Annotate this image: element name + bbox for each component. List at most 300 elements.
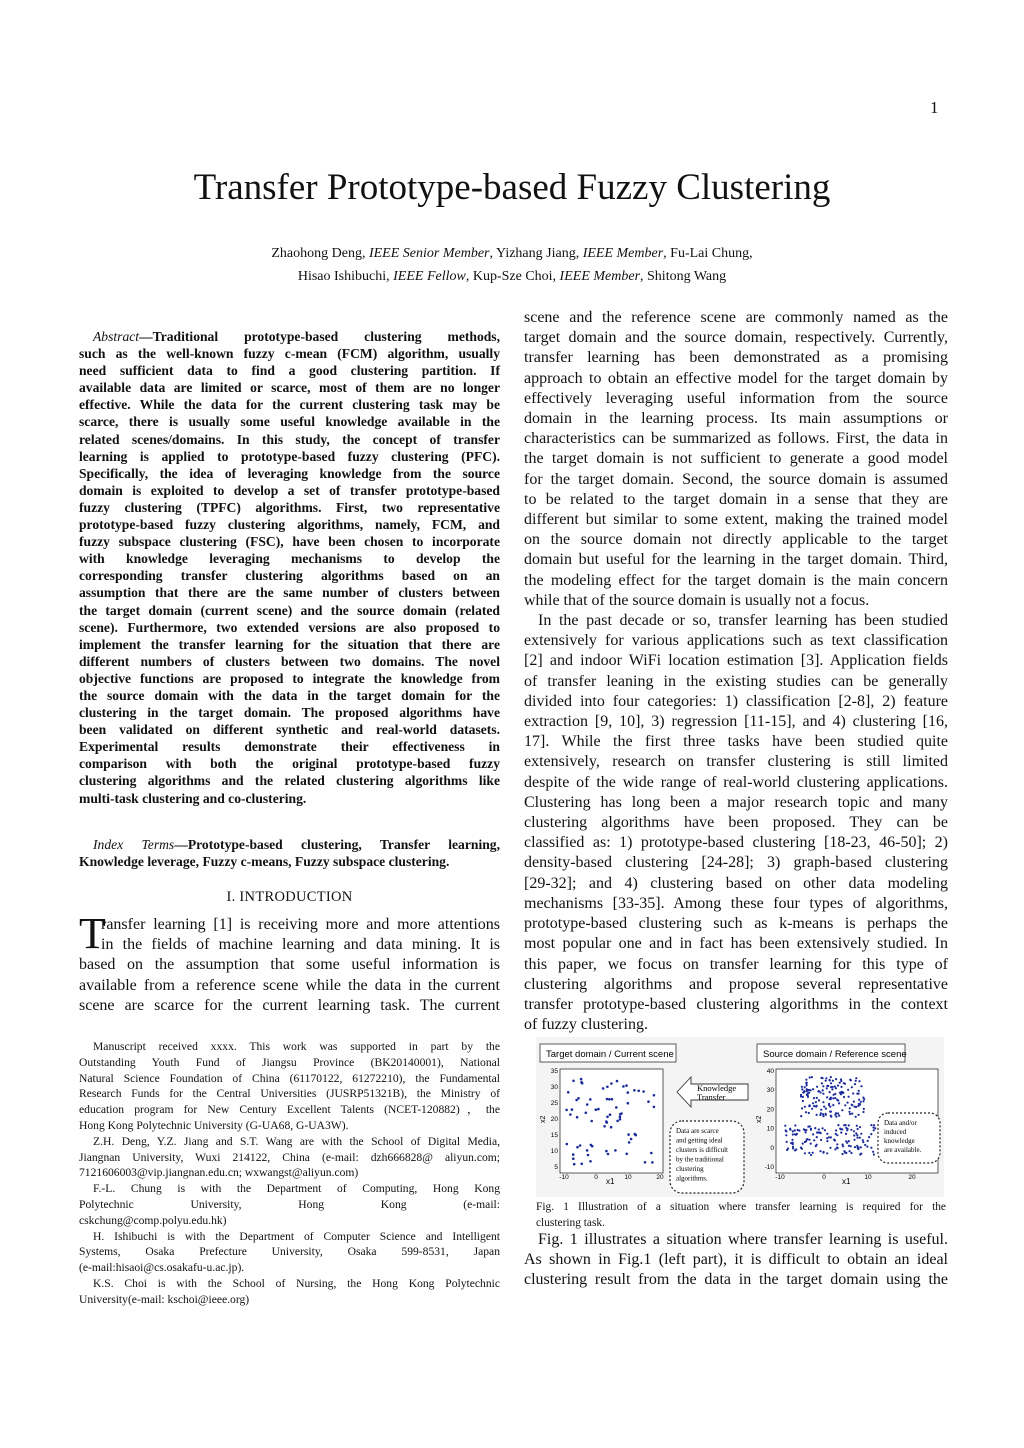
text-line: while that of the source domain is usually not a focus. — [524, 591, 870, 609]
scatter-point — [795, 1148, 797, 1150]
text-line: available from a reference scene while the data in the current — [79, 976, 500, 994]
scatter-point — [870, 1124, 872, 1126]
text-line: different but similar to some extent, making the trained model — [524, 511, 948, 529]
text-line: mechanisms [33-35]. Among these four types of algorithms, — [524, 894, 948, 912]
abstract-first-line — [79, 328, 500, 345]
scatter-point — [634, 1133, 637, 1136]
authors-line-1 — [0, 246, 1024, 262]
text-line: learning is applied to prototype-based fuzzy clustering (PFC). — [79, 448, 500, 464]
text-line: clustering algorithms have been proposed. They can be — [524, 814, 948, 832]
scatter-point — [872, 1151, 874, 1153]
scatter-point — [822, 1152, 824, 1154]
note-line: knowledge — [884, 1137, 915, 1145]
scatter-point — [819, 1114, 821, 1116]
text-line: multi-task clustering and co-clustering. — [79, 790, 307, 806]
scatter-point — [619, 1116, 622, 1119]
tick-label: -10 — [775, 1174, 785, 1181]
scatter-point — [840, 1086, 842, 1088]
text-line: ransfer learning [1] is receiving more and more attentions — [101, 916, 500, 933]
text-line: the source domain with the data in the target domain for the — [79, 687, 500, 703]
scatter-point — [625, 1153, 628, 1156]
scatter-point — [606, 1098, 609, 1101]
scatter-point — [569, 1113, 572, 1116]
scatter-point — [798, 1130, 800, 1132]
scatter-point — [843, 1096, 845, 1098]
text-line: clustering algorithms and the related clustering algorithms like — [79, 773, 500, 789]
scatter-point — [580, 1081, 583, 1084]
scatter-point — [857, 1147, 859, 1149]
right-column-body — [524, 308, 948, 1035]
scatter-point — [845, 1133, 847, 1135]
text-line: 17]. While the first three tasks have been studied quite — [524, 733, 948, 751]
scatter-point — [801, 1088, 803, 1090]
scatter-point — [792, 1130, 794, 1132]
text-line: domain in the learning process. Its main assumptions or — [524, 410, 948, 428]
scatter-point — [822, 1113, 824, 1115]
scatter-point — [803, 1090, 805, 1092]
scatter-point — [609, 1113, 612, 1116]
scatter-point — [830, 1111, 832, 1113]
figure-caption — [536, 1200, 946, 1231]
tick-label: 10 — [624, 1174, 632, 1181]
scatter-point — [789, 1128, 791, 1130]
authors-line-2 — [0, 269, 1024, 285]
scatter-point — [804, 1086, 806, 1088]
scatter-point — [805, 1079, 807, 1081]
scatter-point — [858, 1080, 860, 1082]
scatter-point — [816, 1144, 818, 1146]
scatter-point — [841, 1092, 843, 1094]
author-role: IEEE Member — [559, 269, 641, 284]
note-line: algorithms. — [676, 1174, 708, 1183]
page-number: 1 — [930, 98, 939, 117]
scatter-point — [837, 1112, 839, 1114]
scatter-point — [794, 1124, 796, 1126]
scatter-point — [842, 1145, 844, 1147]
scatter-point — [805, 1129, 807, 1131]
scatter-point — [786, 1141, 788, 1143]
scatter-point — [605, 1150, 608, 1153]
scatter-point — [571, 1108, 574, 1111]
scatter-point — [856, 1137, 858, 1139]
tick-label: 0 — [822, 1174, 826, 1181]
scatter-point — [843, 1150, 845, 1152]
footnote-line: University(e-mail: kschoi@ieee.org) — [79, 1292, 250, 1306]
scatter-point — [814, 1127, 816, 1129]
scatter-point — [813, 1097, 815, 1099]
scatter-point — [818, 1128, 820, 1130]
scatter-point — [856, 1125, 858, 1127]
text-line: scarce, there is usually some useful knowledge available in the — [79, 414, 500, 430]
scatter-point — [816, 1105, 818, 1107]
scatter-point — [834, 1148, 836, 1150]
scatter-point — [833, 1139, 835, 1141]
note-line: are available. — [884, 1146, 922, 1154]
scatter-point — [829, 1079, 831, 1081]
note-line: induced — [884, 1128, 907, 1136]
scatter-point — [849, 1113, 851, 1115]
scatter-point — [844, 1104, 846, 1106]
text-line: despite of the wide range of real-world clustering applications. — [524, 773, 948, 791]
text-line: scene and the reference scene are commonly named as the — [524, 309, 948, 326]
scatter-point — [792, 1147, 794, 1149]
text-line: assumption that there are the same number of clusters between — [79, 585, 500, 601]
scatter-point — [800, 1147, 802, 1149]
text-line: been validated on different synthetic and real-world datasets. — [79, 722, 500, 738]
scatter-point — [630, 1138, 633, 1141]
scatter-point — [606, 1116, 609, 1119]
scatter-point — [822, 1093, 824, 1095]
scatter-point — [607, 1153, 610, 1156]
scatter-point — [627, 1133, 630, 1136]
scatter-point — [576, 1116, 579, 1119]
scatter-point — [830, 1082, 832, 1084]
text-line: available data are limited or scarce, most of them are no longer — [79, 380, 500, 396]
left-x-label: x1 — [606, 1177, 615, 1186]
scatter-point — [835, 1129, 837, 1131]
footnote-line: Outstanding Youth Fund of Jiangsu Province (BK20140001), National — [79, 1055, 500, 1069]
scatter-point — [801, 1107, 803, 1109]
scatter-point — [840, 1078, 842, 1080]
scatter-point — [863, 1108, 865, 1110]
footnotes — [79, 1039, 500, 1308]
text-line: with knowledge leveraging mechanisms to develop the — [79, 551, 500, 567]
text-line: —Traditional prototype-based clustering methods, — [139, 329, 500, 344]
footnote-line: Systems, Osaka Prefecture University, Osaka 599-8531, Japan — [79, 1245, 500, 1259]
drop-cap: T — [79, 909, 106, 958]
text-line: Clustering has long been a major research topic and many — [524, 793, 948, 811]
scatter-point — [791, 1139, 793, 1141]
text-line: Experimental results demonstrate their effectiveness in — [79, 739, 500, 755]
scatter-point — [810, 1129, 812, 1131]
scatter-point — [830, 1076, 832, 1078]
left-panel-title: Target domain / Current scene — [546, 1049, 674, 1060]
scatter-point — [805, 1131, 807, 1133]
footnote-line: Z.H. Deng, Y.Z. Jiang and S.T. Wang are with the School of Digital Media, — [93, 1134, 500, 1148]
scatter-point — [847, 1089, 849, 1091]
tick-label: 20 — [908, 1174, 916, 1181]
scatter-point — [812, 1133, 814, 1135]
scatter-point — [802, 1096, 804, 1098]
scatter-point — [834, 1097, 836, 1099]
author-name: Hisao Ishibuchi, — [297, 269, 394, 284]
index-terms — [79, 836, 500, 870]
text-line: effective. While the data for the current clustering task may be — [79, 397, 500, 413]
scatter-point — [815, 1101, 817, 1103]
text-line: such as the well-known fuzzy c-mean (FCM) algorithm, usually — [79, 346, 500, 362]
scatter-point — [807, 1089, 809, 1091]
scatter-point — [836, 1134, 838, 1136]
scatter-point — [855, 1077, 857, 1079]
scatter-point — [642, 1090, 645, 1093]
right-x-label: x1 — [842, 1177, 851, 1186]
scatter-point — [610, 1126, 613, 1129]
scatter-point — [848, 1140, 850, 1142]
scatter-point — [873, 1153, 875, 1155]
text-line: the modeling effect for the target domain is the main concern — [524, 571, 948, 589]
text-line: corresponding transfer clustering algorithms based on an — [79, 568, 500, 584]
scatter-point — [832, 1080, 834, 1082]
scatter-point — [822, 1115, 824, 1117]
text-line: of fuzzy clustering. — [524, 1016, 648, 1034]
scatter-point — [808, 1139, 810, 1141]
scatter-point — [810, 1089, 812, 1091]
scatter-point — [822, 1101, 824, 1103]
scatter-point — [633, 1089, 636, 1092]
scatter-point — [805, 1082, 807, 1084]
scatter-point — [805, 1111, 807, 1113]
caption-line: Fig. 1 Illustration of a situation where transfer learning is required for the — [536, 1201, 946, 1213]
scatter-point — [827, 1085, 829, 1087]
scatter-point — [806, 1094, 808, 1096]
scatter-point — [816, 1136, 818, 1138]
scatter-point — [850, 1079, 852, 1081]
scatter-point — [851, 1113, 853, 1115]
footnote-line: Jiangnan University, Wuxi 214122, China (e-mail: dzh666828@ aliyun.com; — [79, 1150, 500, 1164]
scatter-point — [625, 1084, 628, 1087]
text-line: clustering result from the data in the target domain using the — [524, 1271, 948, 1289]
scatter-point — [853, 1139, 855, 1141]
scatter-point — [595, 1108, 598, 1111]
author-name: , Fu-Lai Chung, — [663, 246, 753, 261]
scatter-point — [800, 1115, 802, 1117]
scatter-point — [785, 1130, 787, 1132]
scatter-point — [579, 1144, 582, 1147]
text-line: to be related to the target domain in a sense that they are — [524, 490, 948, 508]
scatter-point — [860, 1101, 862, 1103]
scatter-point — [856, 1093, 858, 1095]
scatter-point — [590, 1144, 593, 1147]
tick-label: -10 — [764, 1164, 774, 1171]
scatter-point — [580, 1078, 583, 1081]
note-line: clustering — [676, 1165, 704, 1173]
abstract-lead: Abstract — [93, 329, 140, 344]
text-line: In the past decade or so, transfer learning has been studied — [538, 612, 948, 630]
text-line: different numbers of clusters between two domains. The novel — [79, 653, 500, 669]
scatter-point — [821, 1082, 823, 1084]
scatter-point — [832, 1097, 834, 1099]
scatter-point — [809, 1125, 811, 1127]
scatter-point — [860, 1153, 862, 1155]
text-line: prototype-based clustering such as k-means is perhaps the — [524, 915, 948, 933]
caption-line: clustering task. — [536, 1216, 605, 1229]
author-role: IEEE Senior Member — [368, 246, 490, 261]
scatter-point — [792, 1143, 794, 1145]
text-line: scene). Furthermore, two extended versions are also proposed to — [79, 619, 500, 635]
scatter-point — [845, 1124, 847, 1126]
scatter-point — [823, 1106, 825, 1108]
footnote-line: H. Ishibuchi is with the Department of Computer Science and Intelligent — [93, 1229, 500, 1243]
scatter-point — [811, 1108, 813, 1110]
scatter-point — [834, 1114, 836, 1116]
scatter-point — [830, 1086, 832, 1088]
scatter-point — [801, 1086, 803, 1088]
scatter-point — [796, 1133, 798, 1135]
scatter-point — [834, 1085, 836, 1087]
footnote-line: Research Funds for the Central Universities (JUSRP51321B), the Ministry of — [79, 1087, 500, 1101]
scatter-point — [566, 1143, 569, 1146]
note-line: Data are scarce — [676, 1127, 719, 1135]
footnote-line: K.S. Choi is with the School of Nursing, the Hong Kong Polytechnic — [93, 1276, 500, 1290]
scatter-point — [651, 1161, 654, 1164]
text-line: on the source domain not directly applicable to the target — [524, 531, 948, 549]
scatter-point — [804, 1106, 806, 1108]
scatter-point — [812, 1102, 814, 1104]
scatter-point — [602, 1087, 605, 1090]
scatter-point — [839, 1082, 841, 1084]
scatter-point — [856, 1145, 858, 1147]
scatter-point — [858, 1114, 860, 1116]
scatter-point — [615, 1106, 618, 1109]
scatter-point — [802, 1100, 804, 1102]
scatter-point — [810, 1143, 812, 1145]
note-line: clusters is difficult — [676, 1146, 728, 1154]
scatter-point — [818, 1090, 820, 1092]
scatter-point — [849, 1107, 851, 1109]
scatter-point — [835, 1116, 837, 1118]
scatter-point — [786, 1149, 788, 1151]
tick-label: 35 — [550, 1068, 558, 1075]
scatter-point — [837, 1124, 839, 1126]
scatter-point — [812, 1152, 814, 1154]
figure-1-graphic — [536, 1037, 944, 1197]
scatter-point — [605, 1120, 608, 1123]
scatter-point — [837, 1085, 839, 1087]
footnote-line: Hong Kong Polytechnic University (G-UA68, G-UA3W). — [79, 1118, 349, 1132]
scatter-point — [567, 1091, 570, 1094]
text-line: approach to obtain an effective model for the target domain by — [524, 369, 948, 387]
scatter-point — [860, 1085, 862, 1087]
scatter-point — [637, 1090, 640, 1093]
footnote-line: Manuscript received xxxx. This work was supported in part by the — [93, 1040, 500, 1053]
scatter-point — [576, 1146, 579, 1149]
tick-label: 10 — [864, 1174, 872, 1181]
scatter-point — [854, 1083, 856, 1085]
scatter-point — [822, 1127, 824, 1129]
text-line: the target domain is not sufficient to generate a good model — [524, 450, 948, 468]
footnote-line: education program for New Century Excellent Talents (NCET-120882)，the — [79, 1103, 500, 1117]
text-line: this paper, we focus on transfer learning for this type of — [524, 955, 948, 973]
text-line: —Prototype-based clustering, Transfer learning, — [174, 837, 500, 852]
scatter-point — [616, 1120, 619, 1123]
author-name: , Yizhang Jiang, — [489, 246, 583, 261]
tick-label: 15 — [550, 1132, 558, 1139]
text-line: implement the transfer learning for the situation that there are — [79, 636, 500, 652]
text-line: based on the assumption that some useful information is — [79, 956, 500, 974]
scatter-point — [813, 1139, 815, 1141]
section-heading: I. INTRODUCTION — [226, 889, 353, 905]
scatter-point — [820, 1109, 822, 1111]
scatter-point — [859, 1126, 861, 1128]
author-name: , Shitong Wang — [640, 269, 727, 284]
scatter-point — [830, 1116, 832, 1118]
text-line: effectively leveraging useful information from the source — [524, 389, 948, 407]
scatter-point — [860, 1146, 862, 1148]
arrow-label-2: Transfer — [697, 1092, 726, 1102]
text-line: fuzzy subspace clustering (FSC), have been chosen to incorporate — [79, 534, 500, 550]
scatter-point — [572, 1080, 575, 1083]
scatter-point — [873, 1124, 875, 1126]
scatter-point — [818, 1099, 820, 1101]
text-line: Specifically, the idea of leveraging knowledge from the source — [79, 465, 500, 481]
scatter-point — [784, 1125, 786, 1127]
scatter-point — [820, 1091, 822, 1093]
tick-label: 20 — [766, 1106, 774, 1114]
scatter-point — [644, 1161, 647, 1164]
scatter-point — [851, 1104, 853, 1106]
scatter-point — [825, 1077, 827, 1079]
text-line: domain is exploited to develop a set of transfer prototype-based — [79, 482, 500, 498]
text-line: target domain and the source domain, respectively. Currently, — [524, 329, 948, 347]
scatter-point — [826, 1152, 828, 1154]
scatter-point — [628, 1141, 631, 1144]
scatter-point — [585, 1112, 588, 1115]
scatter-point — [606, 1086, 609, 1089]
right-panel-title: Source domain / Reference scene — [763, 1049, 907, 1060]
scatter-point — [826, 1133, 828, 1135]
scatter-point — [610, 1082, 613, 1085]
scatter-point — [831, 1088, 833, 1090]
tick-label: 5 — [554, 1164, 558, 1171]
footnote-line: (e-mail:hisaoi@cs.osakafu-u.ac.jp). — [79, 1261, 245, 1275]
note-line: by the traditional — [676, 1155, 724, 1164]
scatter-point — [816, 1114, 818, 1116]
scatter-point — [853, 1134, 855, 1136]
scatter-point — [820, 1132, 822, 1134]
scatter-point — [862, 1100, 864, 1102]
scatter-point — [810, 1154, 812, 1156]
scatter-point — [841, 1109, 843, 1111]
scatter-point — [828, 1136, 830, 1138]
text-line: extensively, research on transfer clustering is still limited — [524, 753, 948, 771]
scatter-point — [870, 1147, 872, 1149]
scatter-point — [836, 1143, 838, 1145]
text-line: transfer prototype-based clustering algorithms in the context — [524, 995, 948, 1013]
scatter-point — [611, 1098, 614, 1101]
footnote-line: Natural Science Foundation of China (61170122, 61272210), the Fundamental — [79, 1071, 500, 1085]
scatter-point — [619, 1118, 622, 1121]
scatter-point — [859, 1137, 861, 1139]
scatter-point — [822, 1085, 824, 1087]
scatter-point — [803, 1128, 805, 1130]
footnote-line: 7121606003@vip.jiangnan.edu.cn; wxwangst@aliyun.com) — [79, 1166, 359, 1180]
scatter-point — [816, 1086, 818, 1088]
text-line: for the target domain. Second, the source domain is assumed — [524, 470, 948, 488]
scatter-point — [838, 1115, 840, 1117]
text-line: clustering algorithms and propose several representative — [524, 975, 948, 993]
left-y-label: x2 — [540, 1115, 547, 1123]
scatter-point — [855, 1106, 857, 1108]
scatter-point — [847, 1128, 849, 1130]
scatter-point — [573, 1163, 576, 1166]
scatter-point — [825, 1108, 827, 1110]
scatter-point — [830, 1136, 832, 1138]
text-line: density-based clustering [24-28]; 3) graph-based clustering — [524, 854, 948, 872]
scatter-point — [565, 1109, 568, 1112]
author-name: , Kup-Sze Choi, — [465, 269, 560, 284]
scatter-point — [589, 1160, 592, 1163]
scatter-point — [806, 1084, 808, 1086]
text-line: objective functions are proposed to integrate the knowledge from — [79, 670, 500, 686]
text-line: [29-32]; and 4) clustering based on other data modeling — [524, 874, 948, 892]
scatter-point — [817, 1132, 819, 1134]
tick-label: 20 — [550, 1116, 558, 1123]
scatter-point — [868, 1136, 870, 1138]
scatter-point — [800, 1094, 802, 1096]
author-role: IEEE Member — [582, 246, 664, 261]
text-line: Knowledge leverage, Fuzzy c-means, Fuzzy subspace clustering. — [79, 854, 450, 870]
scatter-point — [835, 1078, 837, 1080]
